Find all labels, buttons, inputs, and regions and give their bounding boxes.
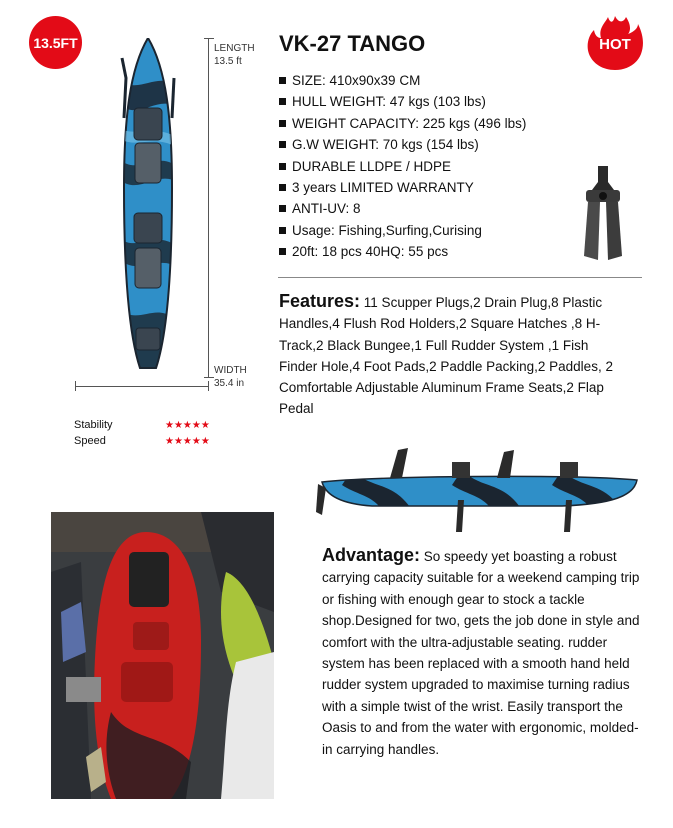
spec-item xyxy=(279,156,526,177)
bullet-square-icon xyxy=(279,141,286,148)
length-label-text: LENGTH xyxy=(214,43,255,54)
spec-text: 3 years LIMITED WARRANTY xyxy=(292,179,474,195)
width-label-text: WIDTH xyxy=(214,365,247,376)
features-text: 11 Scupper Plugs,2 Drain Plug,8 Plastic Handles,4 Flush Rod Holders,2 Square Hatches ,8 H-Track,2 Black Bungee,1 Full Rudder System ,1 Fish Finder Hole,4 Foot Pads,2 Paddle Packing,2 Paddles, 2 Comfortable Adjustable Aluminum Frame Seats,2 Flap Pedal xyxy=(279,295,613,417)
hot-badge-text: HOT xyxy=(599,36,631,53)
bullet-square-icon xyxy=(279,184,286,191)
spec-text: G.W WEIGHT: 70 kgs (154 lbs) xyxy=(292,137,479,153)
section-divider xyxy=(278,277,642,278)
width-value-text: 35.4 in xyxy=(214,378,245,389)
rating-stability-label: Stability xyxy=(74,419,113,431)
spec-item xyxy=(279,241,526,262)
bullet-square-icon xyxy=(279,98,286,105)
spec-text: HULL WEIGHT: 47 kgs (103 lbs) xyxy=(292,94,486,110)
spec-text: 20ft: 18 pcs 40HQ: 55 pcs xyxy=(292,244,449,260)
length-top-tick xyxy=(204,38,214,39)
length-badge-text: 13.5FT xyxy=(33,34,78,51)
rating-speed-label: Speed xyxy=(74,435,106,447)
spec-item xyxy=(279,113,526,134)
features-heading: Features: xyxy=(279,291,361,311)
spec-list xyxy=(279,70,526,263)
bullet-square-icon xyxy=(279,205,286,212)
length-value-text: 13.5 ft xyxy=(214,56,242,67)
features-section xyxy=(279,291,619,420)
length-label xyxy=(214,42,255,68)
advantage-section xyxy=(322,545,644,760)
spec-text: DURABLE LLDPE / HDPE xyxy=(292,158,452,174)
rating-speed-stars: ★★★★★ xyxy=(165,436,210,447)
width-left-tick xyxy=(75,381,76,391)
bullet-square-icon xyxy=(279,120,286,127)
length-badge xyxy=(29,16,82,69)
bullet-square-icon xyxy=(279,248,286,255)
product-title: VK-27 TANGO xyxy=(279,31,426,56)
spec-item xyxy=(279,198,526,219)
width-right-tick xyxy=(208,381,209,391)
kayak-top-view-image xyxy=(108,38,188,373)
advantage-heading: Advantage: xyxy=(322,545,421,565)
bullet-square-icon xyxy=(279,163,286,170)
rating-stability-stars: ★★★★★ xyxy=(165,420,210,431)
length-bottom-tick xyxy=(204,377,214,378)
width-dimension-line xyxy=(75,386,209,387)
kayak-side-view-image xyxy=(312,440,642,535)
spec-item xyxy=(279,177,526,198)
pedal-drive-image xyxy=(578,164,628,264)
length-dimension-line xyxy=(208,38,209,378)
spec-text: ANTI-UV: 8 xyxy=(292,201,361,217)
spec-item xyxy=(279,134,526,155)
width-label xyxy=(214,364,247,390)
spec-item xyxy=(279,70,526,91)
spec-item xyxy=(279,220,526,241)
kayak-photo-image xyxy=(51,512,274,799)
bullet-square-icon xyxy=(279,77,286,84)
spec-item xyxy=(279,91,526,112)
spec-text: WEIGHT CAPACITY: 225 kgs (496 lbs) xyxy=(292,115,527,131)
spec-text: Usage: Fishing,Surfing,Curising xyxy=(292,222,482,238)
hot-badge xyxy=(586,14,644,72)
bullet-square-icon xyxy=(279,227,286,234)
spec-text: SIZE: 410x90x39 CM xyxy=(292,73,421,88)
advantage-text: So speedy yet boasting a robust carrying capacity suitable for a weekend camping trip or fishing with enough gear to stock a tackle shop.Designed for two, gets the job done in style and comfort with the ultra-adjustable seating. rudder system has been replaced with a smooth hand held rudder system upgraded to maximise turning radius with a simple twist of the wrist. Easily transport the Oasis to and from the water with ergonomic, molded-in carrying handles. xyxy=(322,549,640,757)
